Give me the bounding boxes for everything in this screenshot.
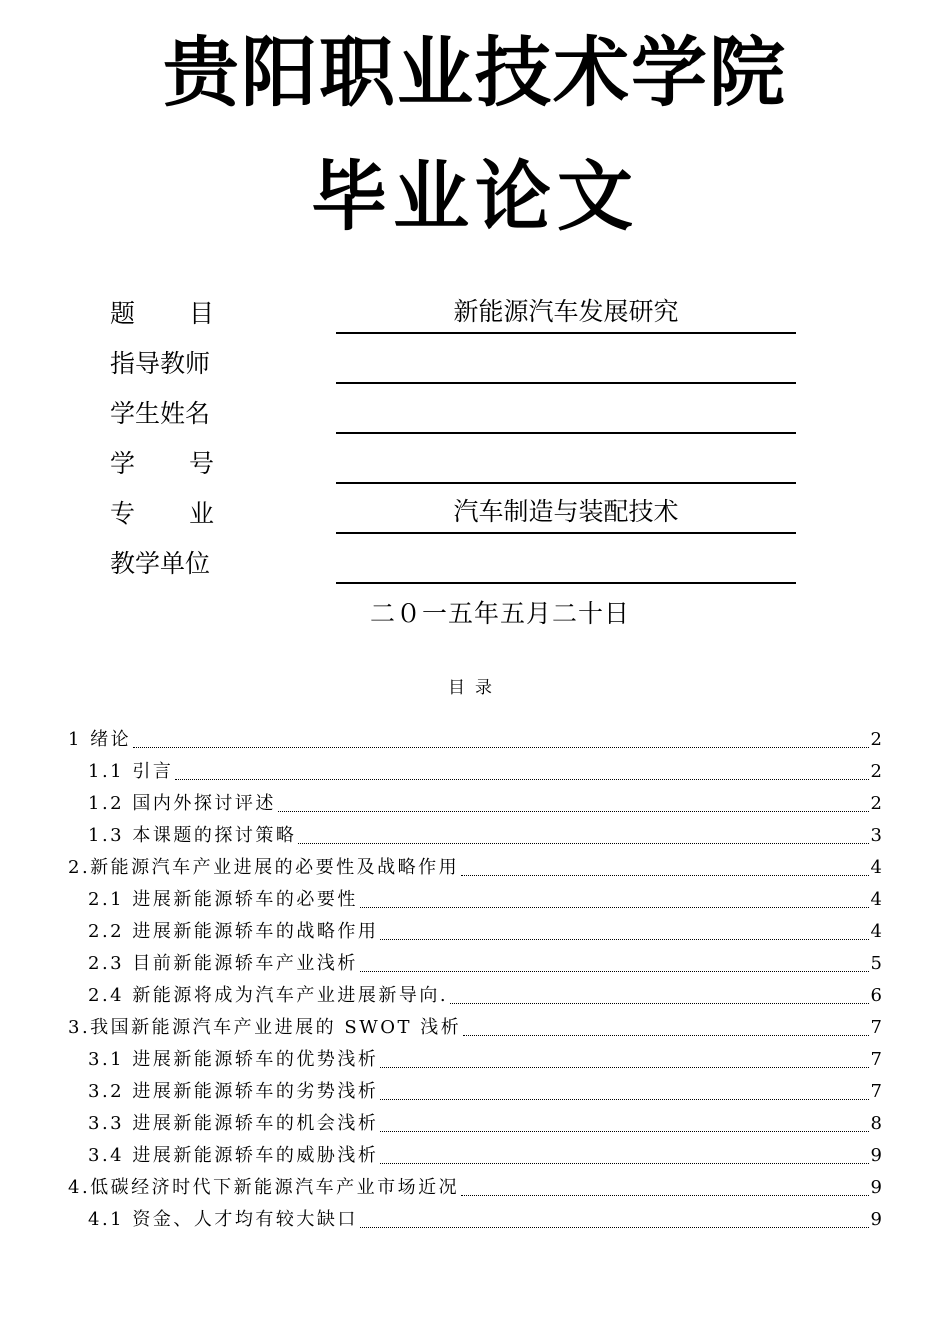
- toc-page-number: 9: [870, 1177, 882, 1198]
- info-label-text: 目: [188, 299, 214, 328]
- toc-page-number: 7: [870, 1081, 882, 1102]
- toc-dot-leader: [298, 842, 868, 844]
- toc-dot-leader: [380, 1066, 868, 1068]
- toc-entry[interactable]: [68, 1014, 882, 1040]
- toc-dot-leader: [380, 1098, 868, 1100]
- info-label-text: 专: [110, 499, 136, 528]
- info-value: 汽车制造与装配技术: [453, 497, 679, 526]
- info-label-text: 题: [110, 299, 136, 328]
- toc-dot-leader: [450, 1002, 868, 1004]
- toc-page-number: 2: [870, 793, 882, 814]
- toc-entry[interactable]: [88, 982, 882, 1008]
- toc-page-number: 2: [870, 729, 882, 750]
- toc-page-number: 8: [870, 1113, 882, 1134]
- toc-dot-leader: [133, 746, 868, 748]
- toc-dot-leader: [461, 874, 868, 876]
- info-label: [110, 296, 214, 332]
- toc-page-number: 7: [870, 1017, 882, 1038]
- toc-entry-title: 3.1 进展新能源轿车的优势浅析: [88, 1049, 379, 1070]
- info-label: [110, 396, 214, 432]
- toc-dot-leader: [175, 778, 868, 780]
- toc-entry-title: 2.1 进展新能源轿车的必要性: [88, 889, 358, 910]
- toc-dot-leader: [360, 906, 869, 908]
- info-label: [110, 346, 214, 382]
- toc-entry-title: 1.3 本课题的探讨策略: [88, 825, 297, 846]
- info-underline: [336, 446, 796, 484]
- info-row: [110, 396, 690, 436]
- toc-entry-title: 1 绪论: [68, 729, 132, 750]
- info-label: [110, 446, 214, 482]
- info-label-text: 学生姓名: [110, 399, 211, 428]
- toc-entry[interactable]: [88, 886, 882, 912]
- info-underline: [336, 546, 796, 584]
- toc-entry[interactable]: [68, 726, 882, 752]
- info-underline: [336, 396, 796, 434]
- info-value: 新能源汽车发展研究: [453, 297, 679, 326]
- info-date: 二０一五年五月二十日: [369, 599, 630, 628]
- toc-entry-title: 3.3 进展新能源轿车的机会浅析: [88, 1113, 379, 1134]
- toc-entry-title: 2.3 目前新能源轿车产业浅析: [88, 953, 358, 974]
- toc-dot-leader: [380, 1162, 868, 1164]
- toc-page-number: 9: [870, 1145, 882, 1166]
- toc-entry[interactable]: [88, 790, 882, 816]
- toc-dot-leader: [380, 1130, 868, 1132]
- toc-page-number: 9: [870, 1209, 882, 1230]
- toc-dot-leader: [360, 970, 869, 972]
- toc-page-number: 7: [870, 1049, 882, 1070]
- toc-entry[interactable]: [88, 1078, 882, 1104]
- info-row: [110, 346, 690, 386]
- info-label-text: 教学单位: [110, 549, 211, 578]
- toc-dot-leader: [463, 1034, 868, 1036]
- toc-entry-title: 2.2 进展新能源轿车的战略作用: [88, 921, 379, 942]
- toc-entry[interactable]: [88, 1206, 882, 1232]
- toc-page-number: 2: [870, 761, 882, 782]
- info-underline: [336, 346, 796, 384]
- toc-page-number: 5: [870, 953, 882, 974]
- toc-entry[interactable]: [88, 918, 882, 944]
- toc-entry-title: 2.新能源汽车产业进展的必要性及战略作用: [68, 857, 460, 878]
- toc-entry[interactable]: [88, 1142, 882, 1168]
- toc-entry[interactable]: [88, 758, 882, 784]
- toc-entry-title: 3.2 进展新能源轿车的劣势浅析: [88, 1081, 379, 1102]
- toc-entry[interactable]: [68, 854, 882, 880]
- toc-entry-title: 4.低碳经济时代下新能源汽车产业市场近况: [68, 1177, 460, 1198]
- info-label: [110, 496, 214, 532]
- info-label: [110, 546, 214, 582]
- toc-entry[interactable]: [88, 1046, 882, 1072]
- toc-page-number: 3: [870, 825, 882, 846]
- info-row: [110, 296, 690, 336]
- toc-entry-title: 4.1 资金、人才均有较大缺口: [88, 1209, 358, 1230]
- toc-dot-leader: [360, 1226, 869, 1228]
- toc-page-number: 6: [870, 985, 882, 1006]
- info-label-text: 学: [110, 449, 136, 478]
- info-row: [110, 546, 690, 586]
- info-row: [110, 446, 690, 486]
- school-title: 贵阳职业技术学院: [163, 28, 787, 117]
- toc-dot-leader: [380, 938, 868, 940]
- thesis-title: 毕业论文: [311, 152, 639, 241]
- toc-page-number: 4: [870, 889, 882, 910]
- toc-entry-title: 2.4 新能源将成为汽车产业进展新导向.: [88, 985, 449, 1006]
- info-label-text: 业: [188, 499, 214, 528]
- info-label-text: 指导教师: [110, 349, 211, 378]
- toc-dot-leader: [461, 1194, 868, 1196]
- toc-heading: 目录: [448, 678, 502, 698]
- toc-entry-title: 1.2 国内外探讨评述: [88, 793, 276, 814]
- info-label-text: 号: [188, 449, 214, 478]
- toc-page-number: 4: [870, 921, 882, 942]
- toc-entry-title: 3.我国新能源汽车产业进展的 SWOT 浅析: [68, 1017, 462, 1038]
- toc-entry[interactable]: [88, 822, 882, 848]
- toc-dot-leader: [278, 810, 869, 812]
- toc-entry-title: 1.1 引言: [88, 761, 174, 782]
- info-row: [110, 496, 690, 536]
- toc-entry-title: 3.4 进展新能源轿车的威胁浅析: [88, 1145, 379, 1166]
- toc-entry[interactable]: [88, 1110, 882, 1136]
- toc-entry[interactable]: [88, 950, 882, 976]
- toc-entry[interactable]: [68, 1174, 882, 1200]
- toc-page-number: 4: [870, 857, 882, 878]
